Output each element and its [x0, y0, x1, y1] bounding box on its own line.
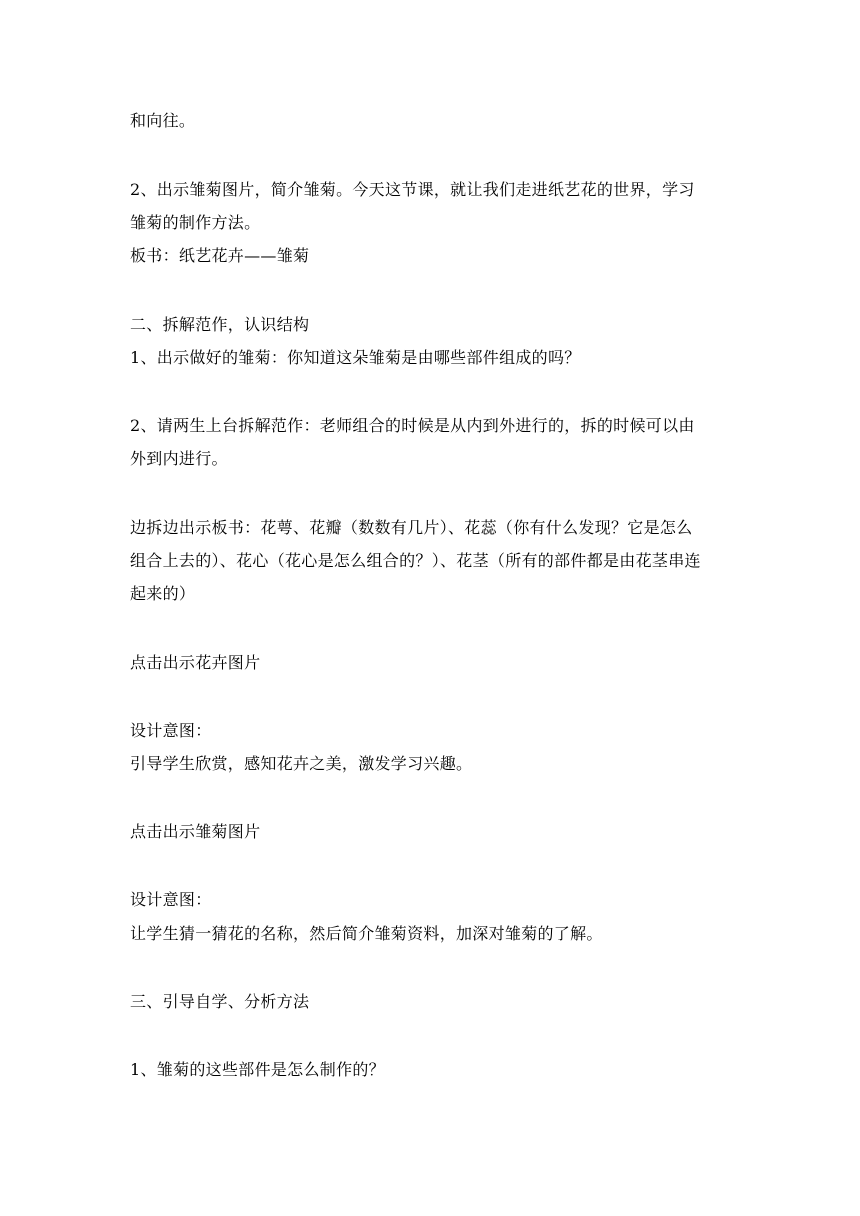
text-line: 边拆边出示板书：花萼、花瓣（数数有几片）、花蕊（你有什么发现？它是怎么 — [130, 518, 693, 537]
text-line: 2、出示雏菊图片，简介雏菊。今天这节课，就让我们走进纸艺花的世界，学习 — [130, 180, 695, 199]
text-line: 板书：纸艺花卉——雏菊 — [130, 246, 310, 265]
text-line: 设计意图： — [130, 721, 212, 740]
text-line: 组合上去的）、花心（花心是怎么组合的？）、花茎（所有的部件都是由花茎串连 — [130, 551, 701, 570]
text-line: 1、雏菊的这些部件是怎么制作的？ — [130, 1060, 385, 1079]
text-line: 1、出示做好的雏菊：你知道这朵雏菊是由哪些部件组成的吗？ — [130, 348, 581, 367]
text-line: 外到内进行。 — [130, 449, 228, 468]
text-line: 设计意图： — [130, 890, 212, 909]
text-line: 引导学生欣赏，感知花卉之美，激发学习兴趣。 — [130, 754, 473, 773]
section-heading: 二、拆解范作，认识结构 — [130, 315, 310, 334]
text-line: 起来的） — [130, 584, 196, 603]
section-heading: 三、引导自学、分析方法 — [130, 992, 310, 1011]
text-line: 让学生猜一猜花的名称，然后简介雏菊资料，加深对雏菊的了解。 — [130, 924, 603, 943]
text-line: 雏菊的制作方法。 — [130, 213, 261, 232]
text-line: 点击出示花卉图片 — [130, 653, 261, 672]
text-line: 和向往。 — [130, 111, 196, 130]
text-line: 点击出示雏菊图片 — [130, 822, 261, 841]
text-line: 2、请两生上台拆解范作：老师组合的时候是从内到外进行的，拆的时候可以由 — [130, 416, 695, 435]
